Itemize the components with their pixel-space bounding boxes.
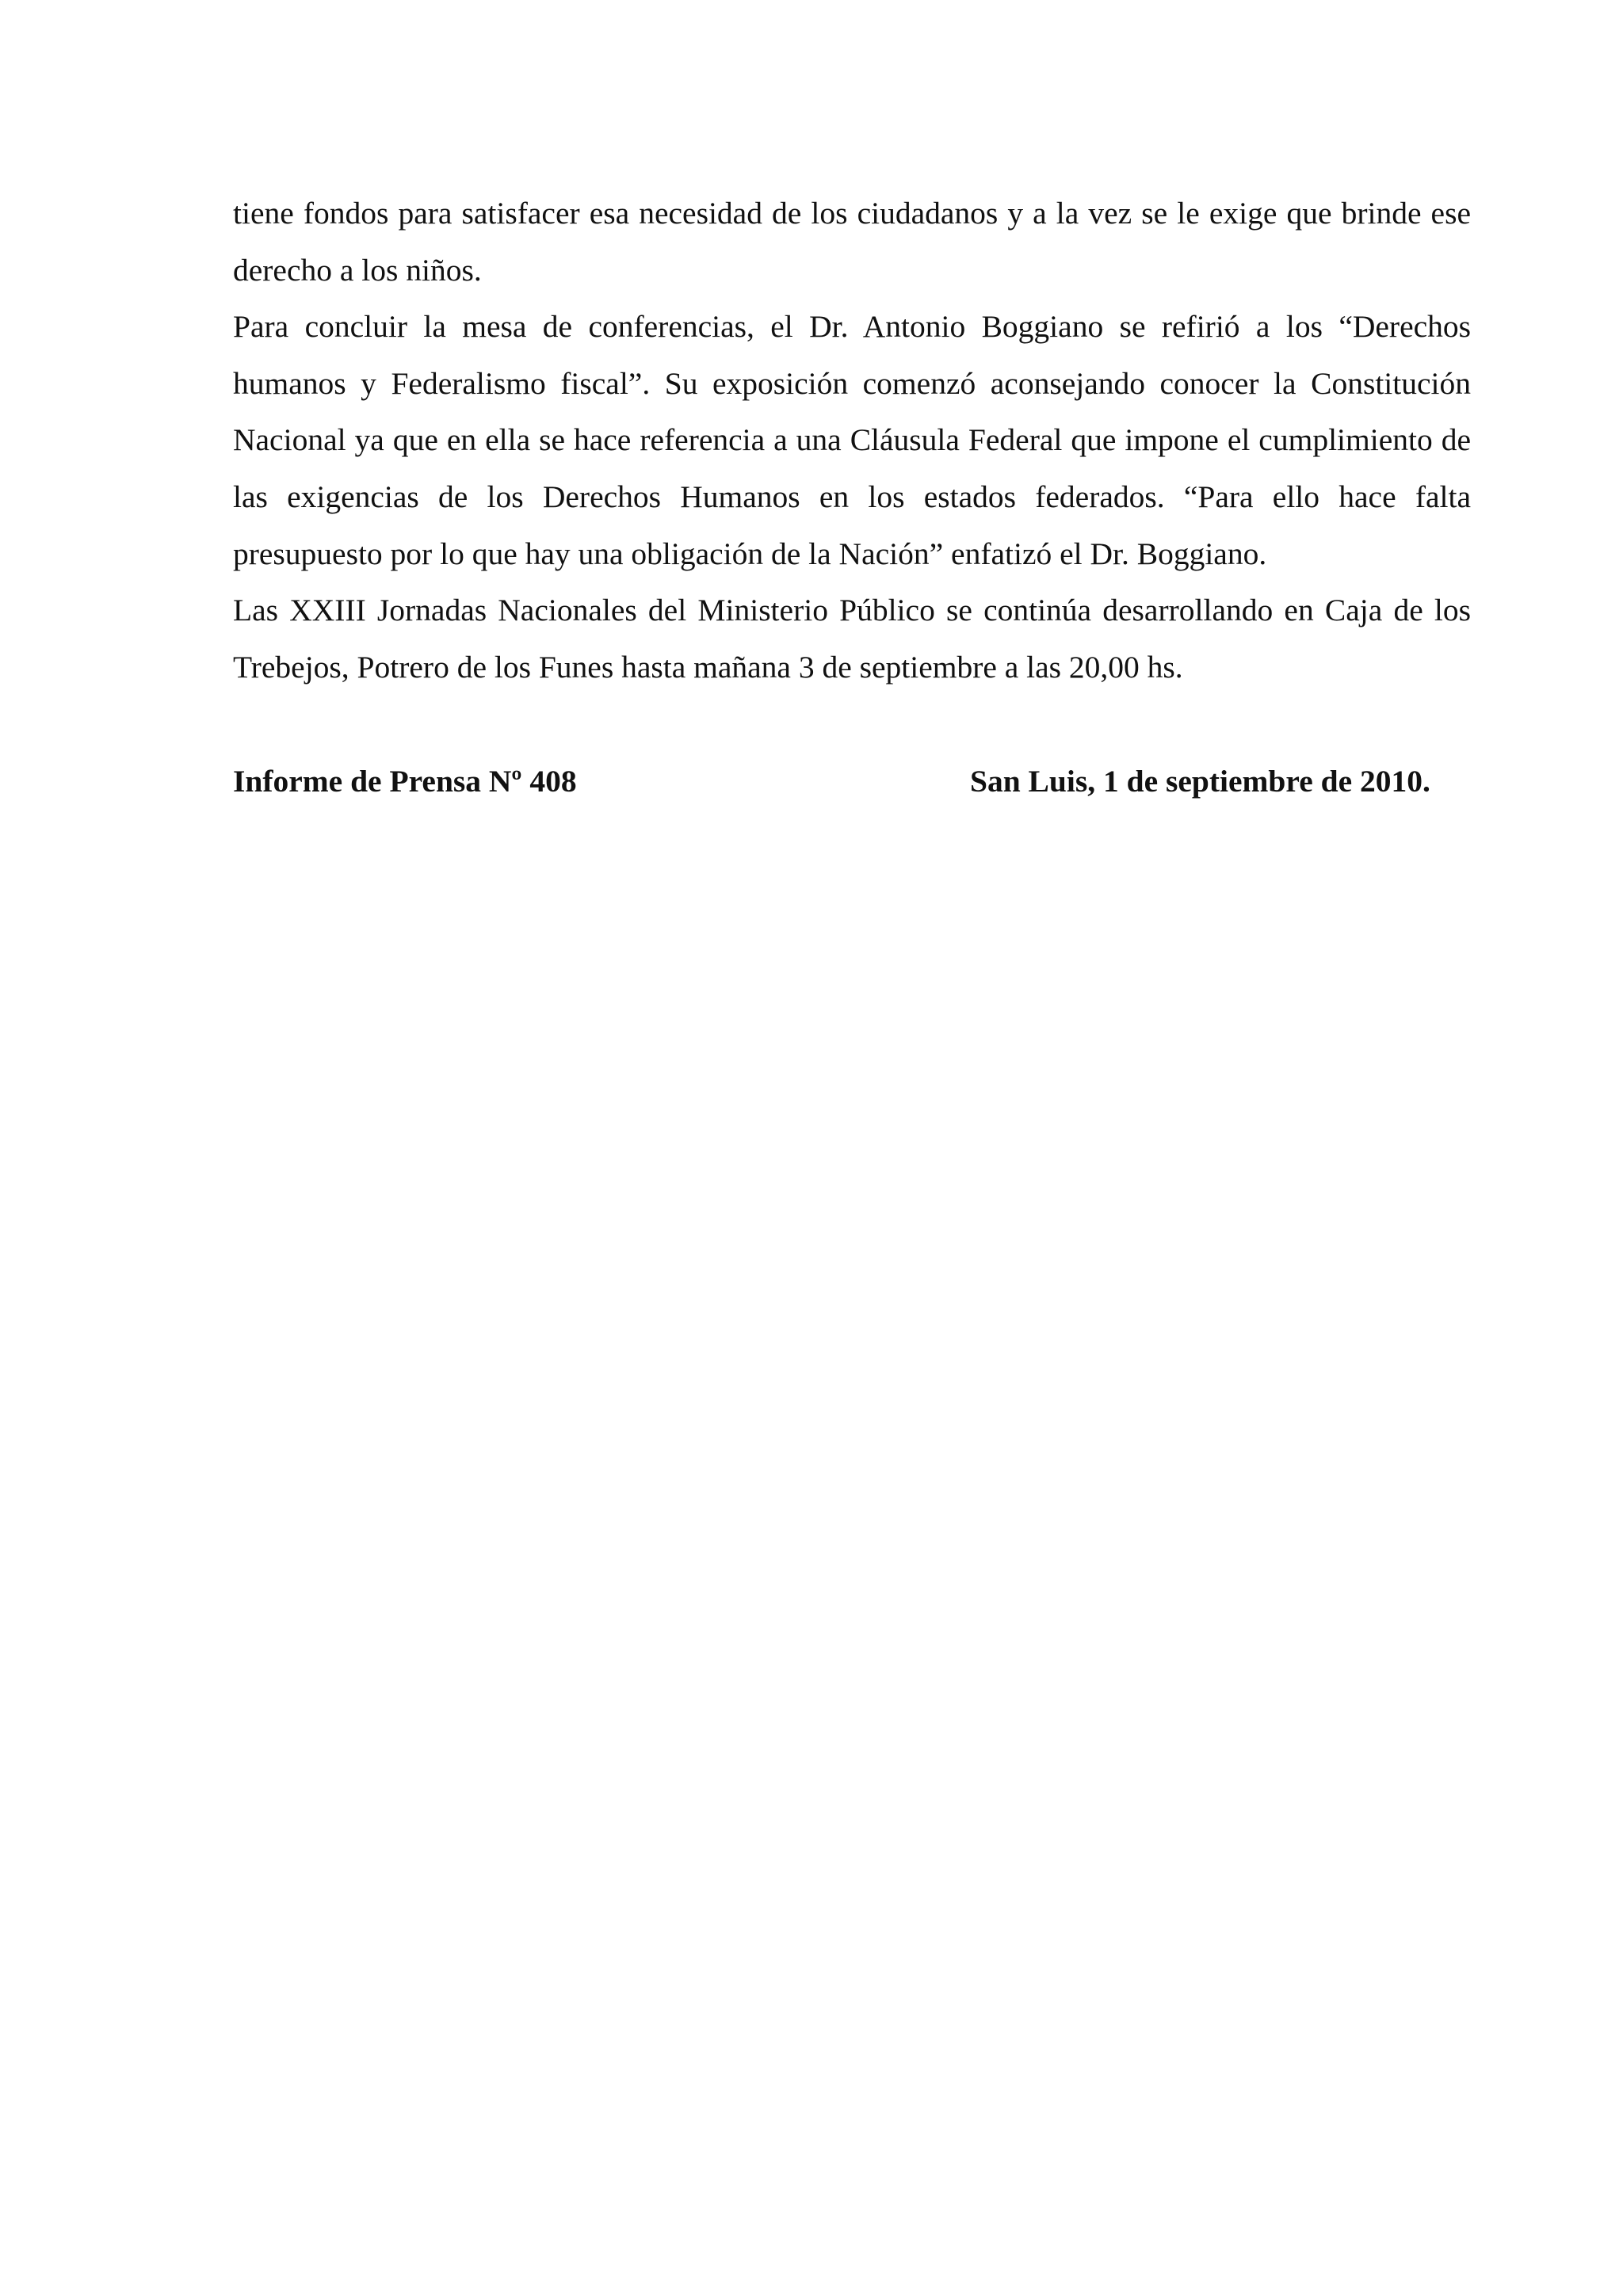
- press-place-date: San Luis, 1 de septiembre de 2010.: [970, 764, 1430, 799]
- document-body: [233, 185, 1471, 696]
- press-footer: [233, 753, 1471, 810]
- paragraph-boggiano: Para concluir la mesa de conferencias, el Dr. Antonio Boggiano se refirió a los “Derechos humanos y Federalismo fiscal”. Su exposición comenzó aconsejando conocer la Constitución Nacional ya que en ella se hace referencia a una Cláusula Federal que impone el cumplimiento de las exigencias de los Derechos Humanos en los estados federados. “Para ello hace falta presupuesto por lo que hay una obligación de la Nación” enfatizó el Dr. Boggiano.: [233, 309, 1471, 571]
- press-report-number: Informe de Prensa Nº 408: [233, 764, 577, 799]
- paragraph-jornadas: Las XXIII Jornadas Nacionales del Ministerio Público se continúa desarrollando en Caja de los Trebejos, Potrero de los Funes hasta mañana 3 de septiembre a las 20,00 hs.: [233, 593, 1471, 685]
- paragraph-continuation: tiene fondos para satisfacer esa necesidad de los ciudadanos y a la vez se le exige que brinde ese derecho a los niños.: [233, 196, 1471, 288]
